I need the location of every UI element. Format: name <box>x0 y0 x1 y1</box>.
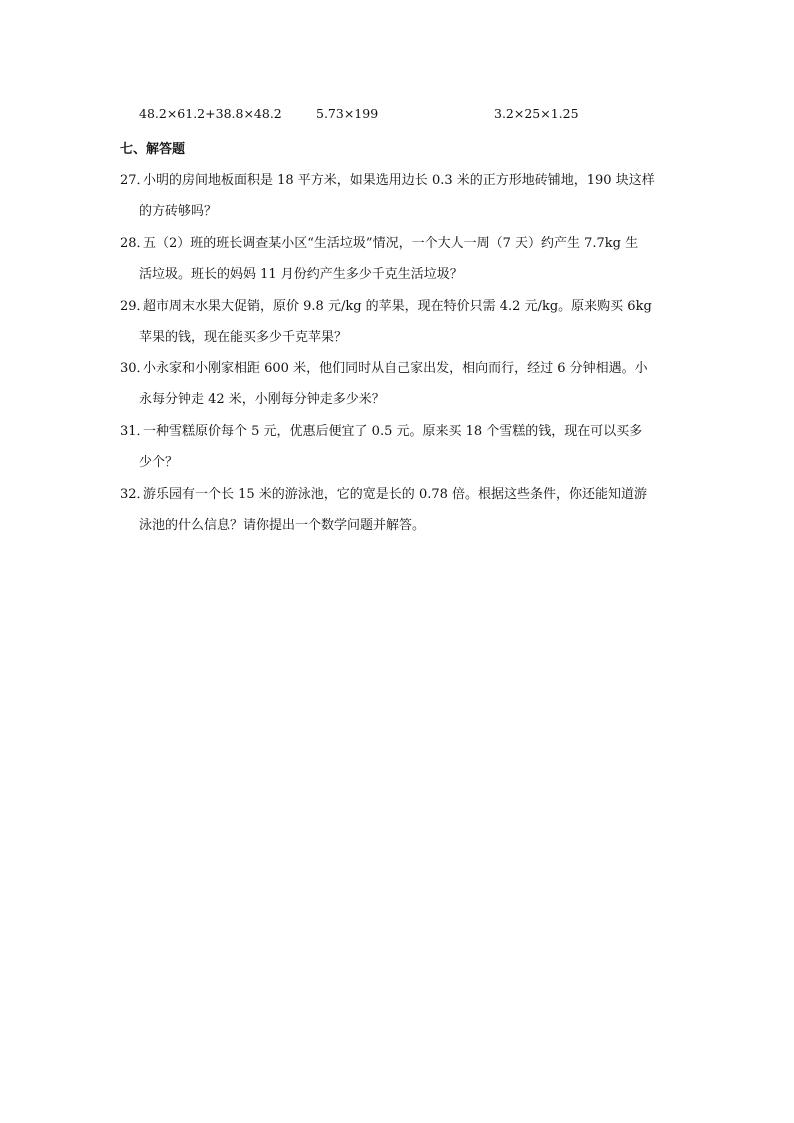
problem-text-line-2: 的方砖够吗？ <box>139 204 218 219</box>
problem-text-line-1: 五（2）班的班长调查某小区“生活垃圾”情况，一个大人一周（7 天）约产生 7.7kg 生 <box>143 236 639 251</box>
problem-number: 31． <box>120 424 150 439</box>
section-heading: 七、解答题 <box>120 142 186 157</box>
problem-number: 29． <box>120 299 150 314</box>
problem-number: 28． <box>120 236 150 251</box>
problem-number: 30． <box>120 361 150 376</box>
problem-number: 32． <box>120 487 150 502</box>
calculation-expression-3: 3.2×25×1.25 <box>494 106 579 121</box>
calculation-row <box>0 106 794 126</box>
problem-text-line-1: 小明的房间地板面积是 18 平方米，如果选用边长 0.3 米的正方形地砖铺地，190 块这样 <box>143 173 655 188</box>
problem-text-line-2: 永每分钟走 42 米，小刚每分钟走多少米？ <box>139 392 385 407</box>
problem-number: 27． <box>120 173 150 188</box>
calculation-expression-2: 5.73×199 <box>316 106 379 121</box>
problem-text-line-1: 超市周末水果大促销，原价 9.8 元/kg 的苹果，现在特价只需 4.2 元/kg。原来购买 6kg <box>143 299 652 314</box>
problem-text-line-2: 活垃圾。班长的妈妈 11 月份约产生多少千克生活垃圾？ <box>139 267 463 282</box>
problem-text-line-1: 游乐园有一个长 15 米的游泳池，它的宽是长的 0.78 倍。根据这些条件，你还能知道游 <box>143 487 648 502</box>
problem-text-line-1: 小永家和小刚家相距 600 米，他们同时从自己家出发，相向而行，经过 6 分钟相遇。小 <box>143 361 648 376</box>
calculation-expression-1: 48.2×61.2+38.8×48.2 <box>139 106 282 121</box>
problem-text-line-1: 一种雪糕原价每个 5 元，优惠后便宜了 0.5 元。原来买 18 个雪糕的钱，现在可以买多 <box>143 424 643 439</box>
problem-text-line-2: 少个？ <box>139 455 179 470</box>
problem-text-line-2: 苹果的钱，现在能买多少千克苹果？ <box>139 330 348 345</box>
problem-text-line-2: 泳池的什么信息？请你提出一个数学问题并解答。 <box>139 518 426 533</box>
